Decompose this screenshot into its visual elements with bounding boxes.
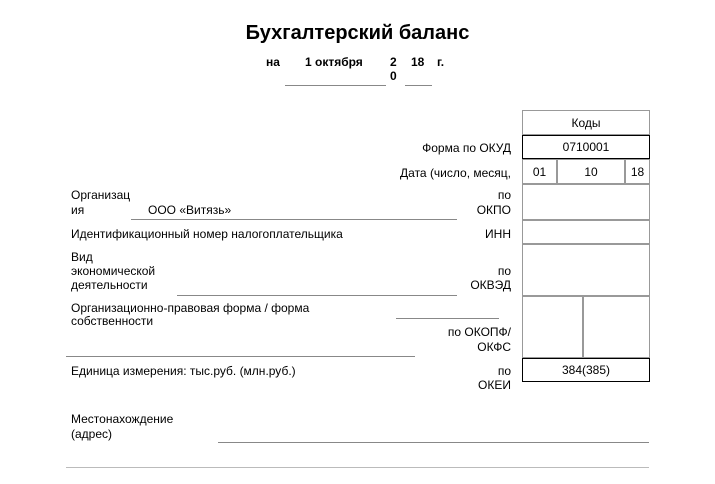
- okpo-value-cell: [522, 184, 650, 220]
- date-g-label: г.: [437, 55, 445, 69]
- document-title: Бухгалтерский баланс: [245, 22, 470, 44]
- inn-value-cell: [522, 220, 650, 244]
- okei-value-cell: [522, 358, 650, 382]
- date-century-bottom: 0: [390, 69, 397, 83]
- inn-label: Идентификационный номер налогоплательщика: [71, 227, 343, 241]
- okpo-label-line1: по: [497, 188, 511, 202]
- okved-value-cell: [522, 244, 650, 296]
- okei-value: 384(385): [561, 363, 611, 377]
- date-century-top: 2: [390, 55, 397, 69]
- date-label: Дата (число, месяц,: [400, 166, 511, 180]
- org-name-value: ООО «Витязь»: [148, 203, 232, 217]
- org-label-line2: ия: [71, 203, 85, 217]
- date-month-value: 10: [584, 164, 598, 179]
- bottom-divider: [66, 467, 649, 468]
- legal-form-label-line2: [71, 314, 154, 328]
- legal-form-underline-bottom: [66, 356, 415, 357]
- location-label-line1: Местонахождение: [71, 412, 174, 426]
- codes-header-label: Коды: [571, 115, 601, 130]
- date-year-value: 18: [630, 164, 645, 179]
- location-label-line2: (адрес): [71, 427, 113, 441]
- activity-label-line2: экономической: [71, 264, 156, 278]
- okud-label: Форма по ОКУД: [422, 141, 511, 155]
- okved-label-line1: по: [497, 264, 511, 278]
- date-na-label: на: [266, 55, 280, 69]
- org-underline: [131, 219, 457, 220]
- okei-label-line2: [460, 378, 511, 392]
- okved-label-line2: ОКВЭД: [470, 278, 511, 292]
- unit-label: Единица измерения: тыс.руб. (млн.руб.): [71, 364, 296, 378]
- legal-form-underline-top: [396, 318, 499, 319]
- codes-header: [522, 110, 650, 135]
- okopf-label-line1: по ОКОПФ/: [447, 325, 511, 339]
- inn-code-label: ИНН: [485, 227, 511, 241]
- okud-value: 0710001: [562, 140, 610, 154]
- date-day-month: 1 октября: [305, 55, 363, 69]
- legal-form-label-line1: Организационно-правовая форма / форма: [71, 301, 310, 315]
- date-year: 18: [411, 55, 425, 69]
- okud-value-cell: [522, 135, 650, 159]
- okopf-value-cell: [522, 296, 583, 358]
- okei-label-line1: по: [497, 364, 511, 378]
- date-day-value: 01: [532, 164, 547, 179]
- codes-table: [522, 110, 650, 382]
- activity-label-line1: Вид: [71, 250, 93, 264]
- date-day-cell: [522, 159, 557, 184]
- okpo-label-line2: ОКПО: [476, 203, 511, 217]
- date-year-underline: [405, 85, 432, 86]
- activity-underline: [177, 295, 457, 296]
- date-year-cell: [625, 159, 650, 184]
- org-label-line1: Организац: [71, 188, 131, 202]
- legal-form-label-line2-text: собственности: [71, 314, 154, 328]
- okopf-label-line2: ОКФС: [477, 340, 511, 354]
- date-day-month-underline: [285, 85, 386, 86]
- okei-label-line2-text: ОКЕИ: [478, 378, 511, 392]
- location-underline: [218, 442, 649, 443]
- date-month-cell: [557, 159, 625, 184]
- okfs-value-cell: [583, 296, 650, 358]
- activity-label-line3: деятельности: [71, 278, 148, 292]
